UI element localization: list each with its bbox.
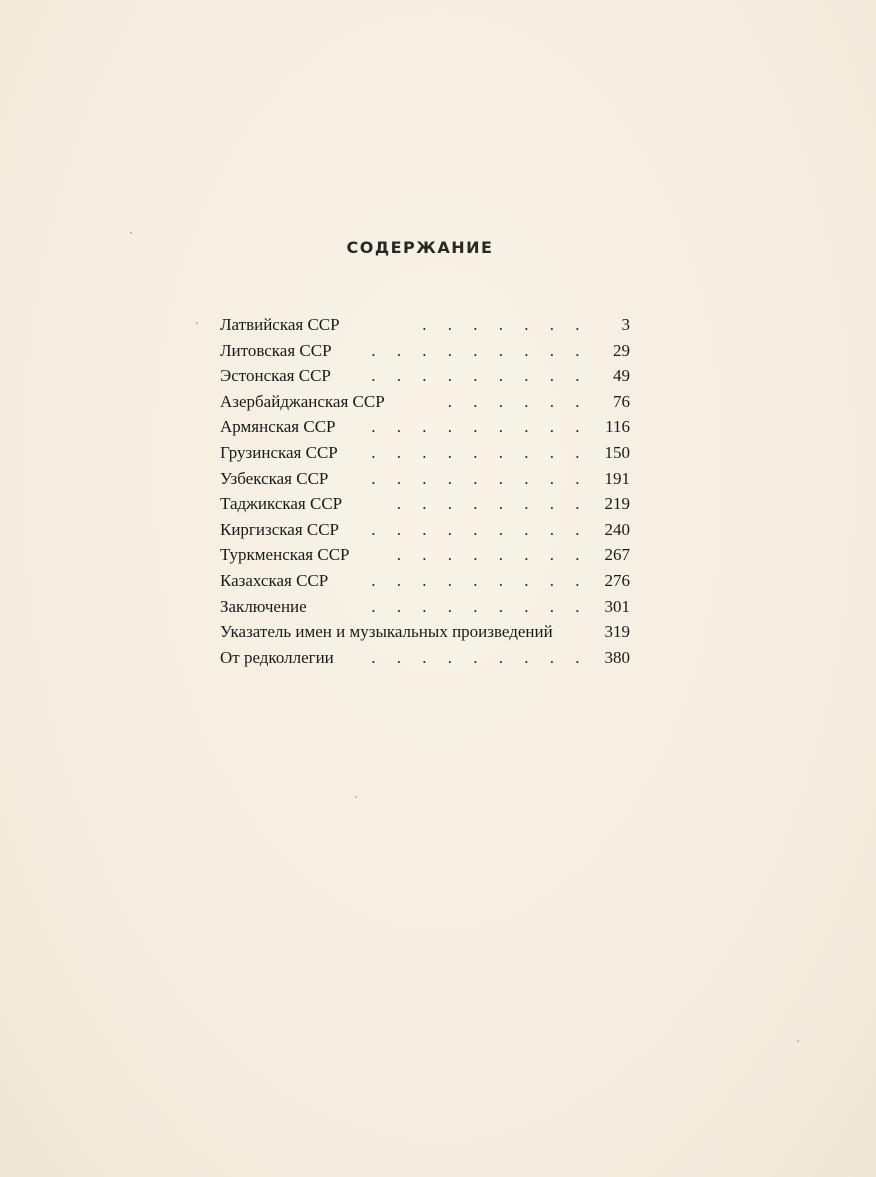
toc-entry-title: Таджикская ССР (220, 494, 343, 514)
toc-entry (220, 414, 632, 440)
toc-entry-title: Латвийская ССР (220, 315, 340, 334)
toc-entry (220, 645, 632, 671)
toc-entry-title: Литовская ССР (220, 340, 332, 360)
toc-page-number: 319 (604, 622, 630, 642)
toc-page-number: 49 (613, 366, 630, 386)
toc-entry (220, 619, 632, 645)
toc-leader-dots: . . . . . . (447, 391, 588, 411)
toc-leader-dots: . . . . . . . . . (371, 366, 588, 386)
paper-speck (130, 232, 132, 234)
toc-page-number: 219 (604, 494, 630, 514)
toc-page-number: 301 (604, 596, 630, 616)
toc-leader-dots: . . . . . . . . . (371, 468, 588, 488)
toc-page-number: 276 (604, 570, 630, 590)
toc-page-number: 191 (604, 468, 630, 488)
toc-entry (220, 542, 632, 568)
toc-leader-dots: . . . . . . . . . (371, 340, 588, 360)
paper-speck (797, 1040, 799, 1042)
toc-leader-dots: . . . . . . . . . (371, 596, 588, 616)
paper-speck (196, 322, 198, 324)
toc-entry-title: Киргизская ССР (220, 519, 340, 539)
toc-leader-dots: . . . . . . . . . (371, 442, 588, 462)
toc-page-number: 116 (605, 417, 630, 437)
toc-entry-title: Заключение (220, 596, 307, 616)
toc-leader-dots: . . . . . . . . (396, 494, 588, 514)
toc-entry (220, 594, 632, 620)
toc-entry (220, 568, 632, 594)
toc-page-number: 380 (604, 647, 630, 667)
toc-leader-dots: . . . . . . . . (396, 545, 588, 565)
toc-page-number: 240 (604, 519, 630, 539)
toc-entry-title: Узбекская ССР (220, 468, 329, 488)
toc-entry-title: Азербайджанская ССР (220, 391, 385, 411)
toc-entry-title: Казахская ССР (220, 570, 329, 590)
toc-entry-title: Грузинская ССР (220, 442, 338, 462)
toc-entry (220, 466, 632, 492)
toc-page-number: 3 (621, 315, 630, 334)
toc-entry (220, 363, 632, 389)
toc-entry (220, 491, 632, 517)
toc-page-number: 76 (613, 391, 630, 411)
toc-entry (220, 312, 632, 338)
toc-leader-dots: . . . . . . . . . (371, 417, 588, 437)
toc-entry-title: Армянская ССР (220, 417, 336, 437)
toc-entry (220, 517, 632, 543)
toc-leader-dots: . . . . . . . . . (371, 570, 588, 590)
toc-entry-title: Эстонская ССР (220, 366, 331, 386)
toc-entry (220, 389, 632, 415)
toc-leader-dots: . . . . . . . . . (371, 519, 588, 539)
table-of-contents (220, 312, 632, 670)
toc-page-number: 267 (604, 545, 630, 565)
toc-leader-dots: . . . . . . . (422, 315, 588, 334)
toc-leader-dots: . . . . . . . . . (371, 647, 588, 667)
toc-page-number: 29 (613, 340, 630, 360)
paper-speck (355, 796, 357, 798)
toc-entry (220, 440, 632, 466)
toc-page-number: 150 (604, 442, 630, 462)
toc-entry-title: Туркменская ССР (220, 545, 350, 565)
toc-entry-title: Указатель имен и музыкальных произведений (220, 622, 553, 642)
toc-entry (220, 338, 632, 364)
toc-entry-title: От редколлегии (220, 647, 334, 667)
page-title: СОДЕРЖАНИЕ (346, 238, 494, 257)
